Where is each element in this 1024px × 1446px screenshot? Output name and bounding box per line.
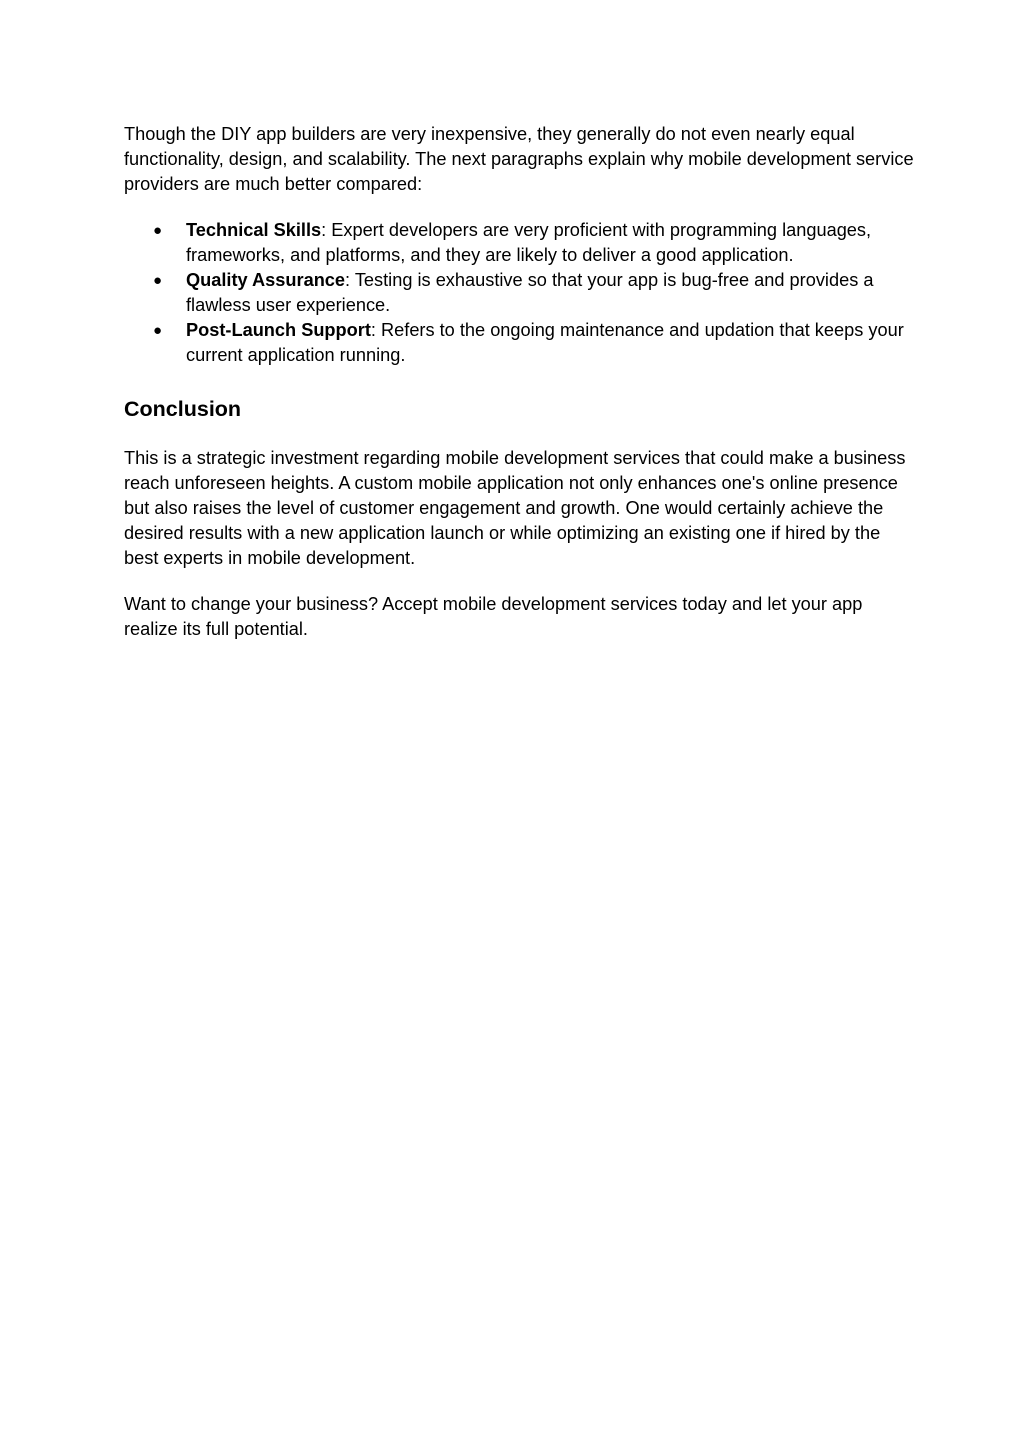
conclusion-paragraph: This is a strategic investment regarding mobile development services that could make a business reach unforeseen heights. A custom mobile application not only enhances one's online presence but also raises the level of customer engagement and growth. One would certainly achieve the desired results with a new application launch or while optimizing an existing one if hired by the best experts in mobile development. <box>124 448 906 568</box>
bullet-icon: ● <box>153 222 163 239</box>
call-to-action-paragraph: Want to change your business? Accept mobile development services today and let your app realize its full potential. <box>124 594 863 639</box>
document-page <box>124 122 914 642</box>
intro-paragraph: Though the DIY app builders are very inexpensive, they generally do not even nearly equal functionality, design, and scalability. The next paragraphs explain why mobile development service providers are much better compared: <box>124 124 914 194</box>
advantages-list <box>124 218 914 368</box>
bullet-icon: ● <box>153 272 163 289</box>
bullet-text: : Testing is exhaustive so that your app is bug-free and provides a flawless user experience. <box>186 270 874 315</box>
bullet-term: Technical Skills <box>186 220 322 240</box>
bullet-icon: ● <box>153 322 163 339</box>
bullet-term: Post-Launch Support <box>186 320 371 340</box>
bullet-term: Quality Assurance <box>186 270 346 290</box>
list-item-post-launch-support <box>124 318 914 368</box>
bullet-text: : Refers to the ongoing maintenance and updation that keeps your current application running. <box>186 320 904 365</box>
bullet-text: : Expert developers are very proficient with programming languages, frameworks, and platforms, and they are likely to deliver a good application. <box>186 220 872 265</box>
list-item-technical-skills <box>124 218 914 268</box>
conclusion-heading: Conclusion <box>124 397 242 421</box>
list-item-quality-assurance <box>124 268 914 318</box>
